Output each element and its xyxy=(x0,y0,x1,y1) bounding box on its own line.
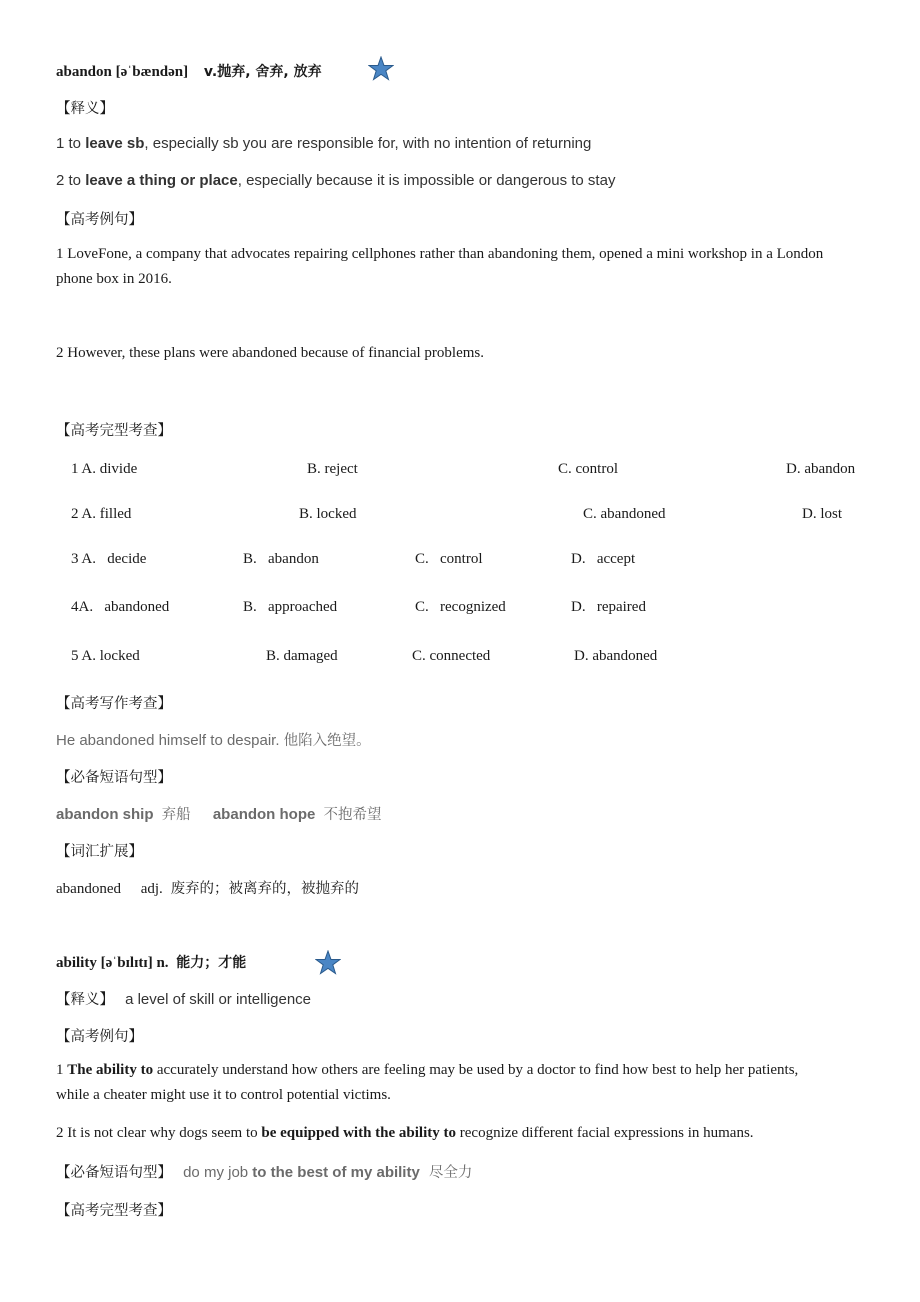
cloze-option: 3 A. decide xyxy=(71,551,147,567)
cloze-option: 4A. abandoned xyxy=(71,599,170,615)
cloze-option: C. abandoned xyxy=(583,506,666,522)
cloze-option: C. recognized xyxy=(415,599,506,615)
cloze-option: B. approached xyxy=(243,599,338,615)
example-sentence-2: 2 It is not clear why dogs seem to be equipped with the ability to recognize different facial expressions in humans. xyxy=(56,1125,754,1141)
phrases-line: abandon ship 弃船 abandon hope 不抱希望 xyxy=(56,806,382,823)
cloze-option: D. abandoned xyxy=(574,648,658,664)
phonetic: [əˈbɪlɪtɪ] xyxy=(100,955,153,971)
example-sentence-2: 2 However, these plans were abandoned because of financial problems. xyxy=(56,345,484,361)
cloze-option: C. control xyxy=(415,551,483,567)
cloze-option: B. locked xyxy=(299,506,357,522)
part-of-speech: n. xyxy=(156,955,169,971)
vocab-heading: 【词汇扩展】 xyxy=(56,844,143,860)
cloze-option: 5 A. locked xyxy=(71,648,140,664)
cloze-option: 2 A. filled xyxy=(71,506,132,522)
entry-headword xyxy=(56,61,322,81)
entry-headword xyxy=(56,952,246,972)
cloze-heading: 【高考完型考查】 xyxy=(56,423,172,439)
cloze-option: C. connected xyxy=(412,648,491,664)
star-icon xyxy=(368,56,394,81)
definition-2: 2 to leave a thing or place, especially because it is impossible or dangerous to stay xyxy=(56,172,616,189)
cloze-heading: 【高考完型考查】 xyxy=(56,1203,172,1219)
cloze-option: B. damaged xyxy=(266,648,338,664)
writing-heading: 【高考写作考查】 xyxy=(56,696,172,712)
examples-heading: 【高考例句】 xyxy=(56,212,143,228)
definition-line: 【释义】 a level of skill or intelligence xyxy=(56,991,312,1008)
cloze-option: B. abandon xyxy=(243,551,319,567)
cloze-option: 1 A. divide xyxy=(71,461,138,477)
phonetic: [əˈbændən] xyxy=(115,64,189,80)
example-sentence-1-cont: while a cheater might use it to control potential victims. xyxy=(56,1087,391,1103)
headword: abandon xyxy=(56,64,112,80)
cloze-option: D. abandon xyxy=(786,461,856,477)
cloze-option: D. repaired xyxy=(571,599,646,615)
definition-heading: 【释义】 xyxy=(56,101,114,117)
writing-example: He abandoned himself to despair. 他陷入绝望。 xyxy=(56,732,371,749)
definition-1: 1 to leave sb, especially sb you are responsible for, with no intention of returning xyxy=(56,135,592,152)
cloze-option: D. accept xyxy=(571,551,636,567)
vocab-line: abandoned adj. 废弃的；被离弃的，被抛弃的 xyxy=(56,881,360,897)
phrases-line: 【必备短语句型】 do my job to the best of my ability 尽全力 xyxy=(56,1164,473,1181)
star-icon xyxy=(315,950,341,975)
meaning: 能力；才能 xyxy=(176,955,247,971)
cloze-option: C. control xyxy=(558,461,618,477)
examples-heading: 【高考例句】 xyxy=(56,1029,143,1045)
part-of-speech-meaning: v.抛弃, 舍弃, 放弃 xyxy=(203,64,322,80)
cloze-option: B. reject xyxy=(307,461,358,477)
cloze-option: D. lost xyxy=(802,506,843,522)
example-sentence-1: 1 LoveFone, a company that advocates repairing cellphones rather than abandoning them, opened a mini workshop in a London phone box in 2016. xyxy=(56,246,824,287)
phrases-heading: 【必备短语句型】 xyxy=(56,770,172,786)
headword: ability xyxy=(56,955,97,971)
example-sentence-1: 1 The ability to accurately understand how others are feeling may be used by a doctor to find how best to help her patients, xyxy=(56,1062,799,1078)
